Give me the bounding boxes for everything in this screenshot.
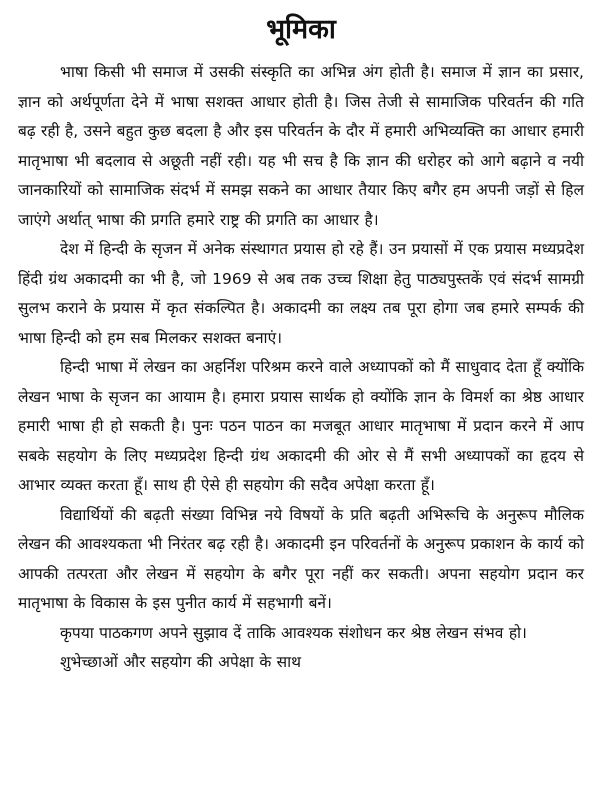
- paragraph-1: भाषा किसी भी समाज में उसकी संस्कृति का अभिन्न अंग होती है। समाज में ज्ञान का प्रसार, ज्ञान को अर्थपूर्णता देने में भाषा सशक्त आधार होती है। जिस तेजी से सामाजिक परिवर्तन की गति बढ़ रही है, उसने बहुत कुछ बदला है और इस परिवर्तन के दौर में हमारी अभिव्यक्ति का आधार हमारी मातृभाषा भी बदलाव से अछूती नहीं रही। यह भी सच है कि ज्ञान की धरोहर को आगे बढ़ाने व नयी जानकारियों को सामाजिक संदर्भ में समझ सकने का आधार तैयार किए बगैर हम अपनी जड़ों से हिल जाएंगे अर्थात् भाषा की प्रगति हमारे राष्ट्र की प्रगति का आधार है।: [18, 63, 584, 229]
- paragraph-4: विद्यार्थियों की बढ़ती संख्या विभिन्न नये विषयों के प्रति बढ़ती अभिरूचि के अनुरूप मौलिक लेखन की आवश्यकता भी निरंतर बढ़ रही है। अकादमी इन परिवर्तनों के अनुरूप प्रकाशन के कार्य को आपकी तत्परता और लेखन में सहयोग के बगैर पूरा नहीं कर सकती। अपना सहयोग प्रदान कर मातृभाषा के विकास के इस पुनीत कार्य में सहभागी बनें।: [18, 505, 584, 612]
- paragraph-2: देश में हिन्दी के सृजन में अनेक संस्थागत प्रयास हो रहे हैं। उन प्रयासों में एक प्रयास मध्यप्रदेश हिंदी ग्रंथ अकादमी का भी है, जो 1969 से अब तक उच्च शिक्षा हेतु पाठ्यपुस्तकें एवं संदर्भ सामग्री सुलभ कराने के प्रयास में कृत संकल्पित है। अकादमी का लक्ष्य तब पूरा होगा जब हमारे सम्पर्क की भाषा हिन्दी को हम सब मिलकर सशक्त बनाएं।: [18, 240, 584, 347]
- page-title: भूमिका: [266, 14, 336, 45]
- paragraph-5: कृपया पाठकगण अपने सुझाव दें ताकि आवश्यक संशोधन कर श्रेष्ठ लेखन संभव हो।: [60, 623, 527, 642]
- closing-line: शुभेच्छाओं और सहयोग की अपेक्षा के साथ: [60, 653, 302, 671]
- paragraph-3: हिन्दी भाषा में लेखन का अहर्निश परिश्रम करने वाले अध्यापकों को मैं साधुवाद देता हूँ क्योंकि लेखन भाषा के सृजन का आयाम है। हमारा प्रयास सार्थक हो क्योंकि ज्ञान के विमर्श का श्रेष्ठ आधार हमारी भाषा ही हो सकती है। पुनः पठन पाठन का मजबूत आधार मातृभाषा में प्रदान करने में आप सबके सहयोग के लिए मध्यप्रदेश हिन्दी ग्रंथ अकादमी की ओर से मैं सभी अध्यापकों का हृदय से आभार व्यक्त करता हूँ। साथ ही ऐसे ही सहयोग की सदैव अपेक्षा करता हूँ।: [18, 358, 584, 494]
